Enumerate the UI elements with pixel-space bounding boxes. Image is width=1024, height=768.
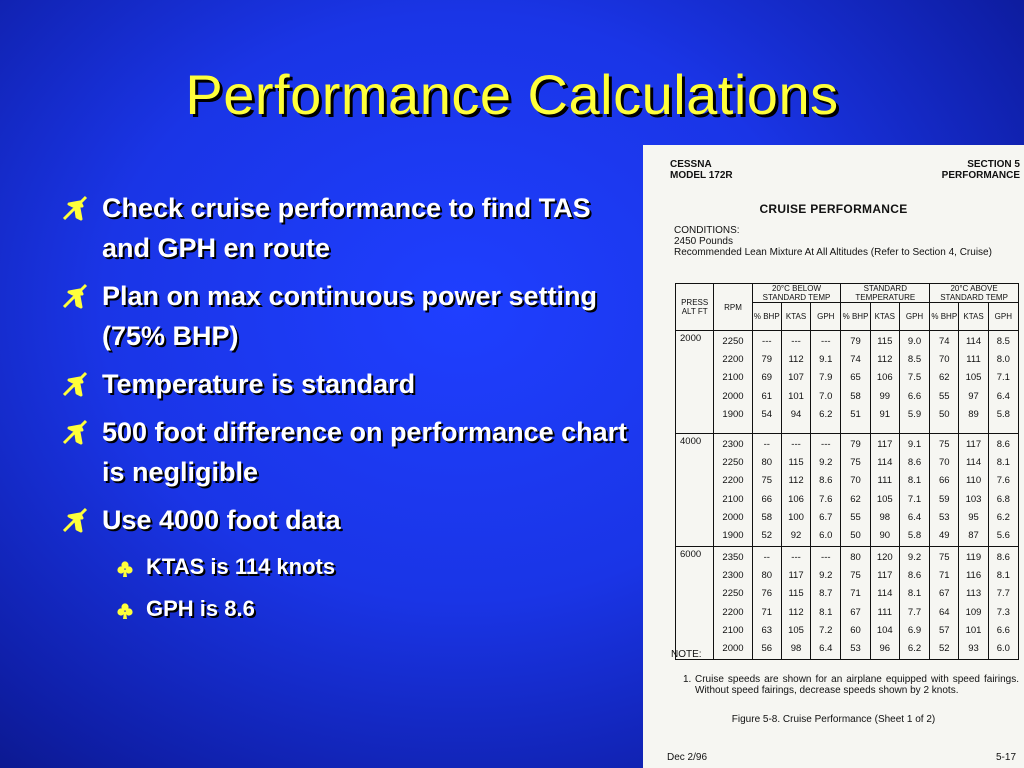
bullet-item xyxy=(60,412,630,492)
bullet-item xyxy=(60,364,630,404)
table-value: 6.2 xyxy=(907,643,922,655)
table-value: 8.1 xyxy=(819,606,833,618)
table-value: 80 xyxy=(850,552,861,563)
table-cell-above-gph xyxy=(988,547,1018,660)
header-rpm: RPM xyxy=(714,284,752,331)
table-value: 120 xyxy=(876,552,893,563)
table-row xyxy=(676,434,1019,547)
header-bhp: % BHP xyxy=(841,303,870,331)
table-value: 112 xyxy=(788,606,804,618)
table-value: 56 xyxy=(761,643,773,655)
table-value: 6.2 xyxy=(819,408,833,420)
table-value: 9.2 xyxy=(907,552,922,563)
table-value: 114 xyxy=(965,336,982,347)
table-value: 112 xyxy=(788,354,804,366)
table-cell-below-ktas xyxy=(781,331,810,434)
table-value: 71 xyxy=(850,588,861,600)
table-value: 87 xyxy=(968,530,979,542)
table-cell-above-bhp xyxy=(930,331,959,434)
table-value: --- xyxy=(821,439,831,450)
table-value: --- xyxy=(791,552,801,563)
table-value: 69 xyxy=(761,372,773,384)
table-value: 75 xyxy=(850,570,861,582)
note-text: Cruise speeds are shown for an airplane equipped with speed fairings. Without speed fairings, decrease speeds shown by 2 knots. xyxy=(695,674,1019,696)
table-value: 76 xyxy=(761,588,773,600)
header-below-std: 20°C BELOW STANDARD TEMP xyxy=(752,284,841,303)
table-value: 62 xyxy=(850,493,861,505)
table-value: 111 xyxy=(966,354,981,366)
table-value: 8.1 xyxy=(907,588,922,600)
table-value: 90 xyxy=(879,530,891,542)
table-cell-above-gph xyxy=(988,434,1018,547)
table-value: 75 xyxy=(850,457,861,469)
table-value: 1900 xyxy=(722,408,744,420)
table-value: 66 xyxy=(938,475,950,487)
header-above-std: 20°C ABOVE STANDARD TEMP xyxy=(930,284,1019,303)
table-value: 70 xyxy=(850,475,861,487)
table-value: --- xyxy=(821,336,831,347)
table-value: 2300 xyxy=(722,439,744,450)
table-value: 111 xyxy=(877,606,892,618)
airplane-icon xyxy=(60,281,90,311)
table-value: 111 xyxy=(877,475,892,487)
table-value: 8.6 xyxy=(819,475,833,487)
table-value: 6.4 xyxy=(819,643,833,655)
table-value: 2100 xyxy=(722,493,744,505)
bullet-list xyxy=(60,188,630,632)
conditions: CONDITIONS: 2450 Pounds Recommended Lean Mixture At All Altitudes (Refer to Section 4, Cruise) xyxy=(674,225,992,258)
table-value: 115 xyxy=(788,588,804,600)
table-value: 7.9 xyxy=(819,372,833,384)
doc-header-left: CESSNA MODEL 172R xyxy=(670,159,733,181)
table-value: 6.8 xyxy=(996,493,1010,505)
table-value: 117 xyxy=(788,570,804,582)
table-cell-std-bhp xyxy=(841,434,870,547)
table-value: 104 xyxy=(876,624,893,636)
table-value: 80 xyxy=(761,457,773,469)
pressure-altitude: 4000 xyxy=(676,434,714,547)
table-cell-above-gph xyxy=(988,331,1018,434)
table-cell-std-ktas xyxy=(870,331,899,434)
table-value: 75 xyxy=(938,552,950,563)
pressure-altitude: 2000 xyxy=(676,331,714,434)
table-value: 80 xyxy=(761,570,773,582)
table-value: 5.8 xyxy=(996,408,1010,420)
table-value: 114 xyxy=(877,588,893,600)
table-value: 59 xyxy=(938,493,950,505)
table-value: 70 xyxy=(938,354,950,366)
table-value: 55 xyxy=(850,511,861,523)
airplane-icon xyxy=(60,193,90,223)
table-value: 5.9 xyxy=(907,408,922,420)
table-value: 9.0 xyxy=(907,336,922,347)
header-gph: GPH xyxy=(988,303,1018,331)
airplane-icon xyxy=(60,417,90,447)
table-value: 74 xyxy=(938,336,950,347)
airplane-icon xyxy=(60,369,90,399)
table-cell-above-ktas xyxy=(959,547,988,660)
table-value: 58 xyxy=(761,511,773,523)
header-press-alt: PRESS ALT FT xyxy=(676,284,714,331)
table-value: 2200 xyxy=(722,354,744,366)
header-gph: GPH xyxy=(811,303,841,331)
table-cell-below-ktas xyxy=(781,547,810,660)
table-value: 7.6 xyxy=(996,475,1010,487)
bullet-item xyxy=(60,188,630,268)
table-value: 7.7 xyxy=(996,588,1010,600)
table-value: 95 xyxy=(968,511,979,523)
table-value: 9.1 xyxy=(907,439,922,450)
table-value: 6.2 xyxy=(996,511,1010,523)
cruise-performance-chart-image xyxy=(643,145,1024,768)
table-value: 98 xyxy=(790,643,802,655)
table-cell-below-ktas xyxy=(781,434,810,547)
table-cell-rpm xyxy=(714,547,752,660)
table-value: 105 xyxy=(788,624,804,636)
bullet-text: Use 4000 foot data xyxy=(102,505,341,535)
table-value: 63 xyxy=(761,624,773,636)
table-value: 6.6 xyxy=(996,624,1010,636)
table-value: 5.6 xyxy=(996,530,1010,542)
table-value: 8.7 xyxy=(819,588,833,600)
doc-header-right: SECTION 5 PERFORMANCE xyxy=(941,159,1020,181)
table-value: 7.7 xyxy=(907,606,922,618)
table-value: 67 xyxy=(850,606,861,618)
table-value: 116 xyxy=(965,570,982,582)
table-cell-below-bhp xyxy=(752,547,781,660)
table-value: 115 xyxy=(877,336,893,347)
table-value: 94 xyxy=(790,408,802,420)
table-value: 107 xyxy=(788,372,804,384)
header-std: STANDARD TEMPERATURE xyxy=(841,284,930,303)
table-value: 1900 xyxy=(722,530,744,542)
table-cell-rpm xyxy=(714,331,752,434)
table-value: 49 xyxy=(938,530,950,542)
table-value: 8.6 xyxy=(996,439,1010,450)
table-value: 8.6 xyxy=(996,552,1010,563)
table-value: 67 xyxy=(938,588,950,600)
table-value: 7.6 xyxy=(819,493,833,505)
table-value: 60 xyxy=(850,624,861,636)
bullet-item xyxy=(60,276,630,356)
table-value: 6.0 xyxy=(996,643,1010,655)
table-value: 100 xyxy=(788,511,804,523)
bullet-text: Temperature is standard xyxy=(102,369,416,399)
table-cell-above-bhp xyxy=(930,547,959,660)
table-cell-std-ktas xyxy=(870,434,899,547)
table-value: 57 xyxy=(938,624,950,636)
table-value: 8.1 xyxy=(907,475,922,487)
table-cell-below-bhp xyxy=(752,434,781,547)
table-value: 6.9 xyxy=(907,624,922,636)
table-value: -- xyxy=(763,552,770,563)
table-value: --- xyxy=(821,552,831,563)
table-value: 109 xyxy=(965,606,982,618)
table-value: 62 xyxy=(938,372,950,384)
table-value: 2200 xyxy=(722,475,744,487)
table-value: 5.8 xyxy=(907,530,922,542)
table-value: 70 xyxy=(938,457,950,469)
table-value: 7.2 xyxy=(819,624,833,636)
table-value: 50 xyxy=(850,530,861,542)
footer-date: Dec 2/96 xyxy=(667,752,708,763)
table-header-row xyxy=(676,284,1019,303)
table-value: 8.1 xyxy=(996,570,1010,582)
table-row xyxy=(676,331,1019,434)
table-value: 117 xyxy=(877,570,893,582)
table-value: 101 xyxy=(965,624,982,636)
airplane-icon xyxy=(60,505,90,535)
table-value: 6.6 xyxy=(907,390,922,402)
header-bhp: % BHP xyxy=(930,303,959,331)
table-value: 2000 xyxy=(722,390,744,402)
table-value: 106 xyxy=(876,372,893,384)
table-value: 6.7 xyxy=(819,511,833,523)
table-value: 8.6 xyxy=(907,570,922,582)
header-ktas: KTAS xyxy=(870,303,899,331)
sub-bullet-text: GPH is 8.6 xyxy=(146,596,255,621)
table-value: --- xyxy=(791,336,801,347)
table-value: 114 xyxy=(965,457,982,469)
table-value: 93 xyxy=(968,643,979,655)
table-value: 53 xyxy=(938,511,950,523)
table-value: 106 xyxy=(788,493,804,505)
table-value: 65 xyxy=(850,372,861,384)
pressure-altitude: 6000 xyxy=(676,547,714,660)
sub-bullet-text: KTAS is 114 knots xyxy=(146,554,336,579)
table-value: --- xyxy=(791,439,801,450)
table-cell-below-gph xyxy=(811,434,841,547)
table-value: 105 xyxy=(965,372,982,384)
table-value: 51 xyxy=(850,408,861,420)
table-cell-below-bhp xyxy=(752,331,781,434)
table-value: 50 xyxy=(938,408,950,420)
table-cell-std-gph xyxy=(899,331,929,434)
slide-title: Performance Calculations xyxy=(185,63,839,126)
table-value: 2250 xyxy=(722,457,744,469)
table-value: 2350 xyxy=(722,552,744,563)
table-value: 74 xyxy=(850,354,861,366)
header-ktas: KTAS xyxy=(781,303,810,331)
table-cell-above-ktas xyxy=(959,434,988,547)
table-value: 115 xyxy=(788,457,804,469)
table-cell-below-gph xyxy=(811,331,841,434)
table-value: 97 xyxy=(968,390,979,402)
table-value: 99 xyxy=(879,390,891,402)
table-value: 53 xyxy=(850,643,861,655)
table-value: -- xyxy=(763,439,770,450)
table-value: 2250 xyxy=(722,336,744,347)
table-value: 91 xyxy=(879,408,891,420)
table-value: 79 xyxy=(850,336,861,347)
table-cell-above-bhp xyxy=(930,434,959,547)
table-value: 105 xyxy=(876,493,893,505)
header-ktas: KTAS xyxy=(959,303,988,331)
doc-heading: CRUISE PERFORMANCE xyxy=(759,202,908,216)
table-value: 7.0 xyxy=(819,390,833,402)
bullet-item xyxy=(60,500,630,540)
table-value: 55 xyxy=(938,390,950,402)
table-value: 8.5 xyxy=(996,336,1010,347)
table-cell-rpm xyxy=(714,434,752,547)
footer-page: 5-17 xyxy=(995,752,1016,763)
bullet-text: 500 foot difference on performance chart is negligible xyxy=(102,417,628,487)
table-value: 6.4 xyxy=(996,390,1010,402)
table-value: 6.0 xyxy=(819,530,833,542)
table-value: 54 xyxy=(761,408,773,420)
table-value: 2300 xyxy=(722,570,744,582)
table-value: 7.1 xyxy=(907,493,922,505)
table-value: 117 xyxy=(877,439,893,450)
table-value: 117 xyxy=(965,439,982,450)
club-icon xyxy=(116,602,134,620)
table-value: 7.3 xyxy=(996,606,1010,618)
table-value: 61 xyxy=(761,390,773,402)
table-cell-std-gph xyxy=(899,547,929,660)
table-value: 8.5 xyxy=(907,354,922,366)
table-row xyxy=(676,547,1019,660)
table-value: 113 xyxy=(965,588,982,600)
table-value: 75 xyxy=(938,439,950,450)
table-value: 96 xyxy=(879,643,891,655)
table-value: 8.0 xyxy=(996,354,1010,366)
table-value: 112 xyxy=(788,475,804,487)
table-value: 2000 xyxy=(722,643,744,655)
table-value: 8.1 xyxy=(996,457,1010,469)
table-value: 114 xyxy=(877,457,893,469)
table-value: 64 xyxy=(938,606,950,618)
table-value: 8.6 xyxy=(907,457,922,469)
table-value: 6.4 xyxy=(907,511,922,523)
table-value: 112 xyxy=(877,354,893,366)
table-cell-above-ktas xyxy=(959,331,988,434)
note: NOTE: 1. Cruise speeds are shown for an airplane equipped with speed fairings. Without speed fairings, decrease speeds shown by 2 knots. xyxy=(671,649,1019,696)
table-value: 9.1 xyxy=(819,354,833,366)
table-value: 9.2 xyxy=(819,457,833,469)
table-value: 75 xyxy=(761,475,773,487)
table-cell-std-bhp xyxy=(841,547,870,660)
table-value: 89 xyxy=(968,408,979,420)
table-value: 66 xyxy=(761,493,773,505)
club-icon xyxy=(116,560,134,578)
table-value: 9.2 xyxy=(819,570,833,582)
sub-bullet-item xyxy=(60,590,630,628)
table-cell-std-gph xyxy=(899,434,929,547)
table-value: 71 xyxy=(761,606,773,618)
table-value: 2250 xyxy=(722,588,744,600)
bullet-text: Plan on max continuous power setting (75% BHP) xyxy=(102,281,598,351)
header-gph: GPH xyxy=(899,303,929,331)
table-value: 79 xyxy=(761,354,773,366)
table-value: 58 xyxy=(850,390,861,402)
table-value: 101 xyxy=(788,390,804,402)
table-value: 52 xyxy=(761,530,773,542)
table-value: 2000 xyxy=(722,511,744,523)
table-cell-std-ktas xyxy=(870,547,899,660)
table-value: 119 xyxy=(965,552,982,563)
table-value: 98 xyxy=(879,511,891,523)
table-value: 52 xyxy=(938,643,950,655)
sub-bullet-item xyxy=(60,548,630,586)
table-value: 7.5 xyxy=(907,372,922,384)
table-value: 92 xyxy=(790,530,802,542)
table-value: 2200 xyxy=(722,606,744,618)
table-value: 103 xyxy=(965,493,982,505)
header-bhp: % BHP xyxy=(752,303,781,331)
table-value: 2100 xyxy=(722,624,744,636)
table-value: 7.1 xyxy=(996,372,1010,384)
cruise-table xyxy=(675,283,1019,660)
table-value: 79 xyxy=(850,439,861,450)
table-cell-std-bhp xyxy=(841,331,870,434)
figure-caption: Figure 5-8. Cruise Performance (Sheet 1 of 2) xyxy=(731,714,936,725)
table-value: --- xyxy=(762,336,772,347)
table-value: 110 xyxy=(965,475,982,487)
table-value: 71 xyxy=(938,570,950,582)
table-cell-below-gph xyxy=(811,547,841,660)
bullet-text: Check cruise performance to find TAS and GPH en route xyxy=(102,193,591,263)
table-value: 2100 xyxy=(722,372,744,384)
